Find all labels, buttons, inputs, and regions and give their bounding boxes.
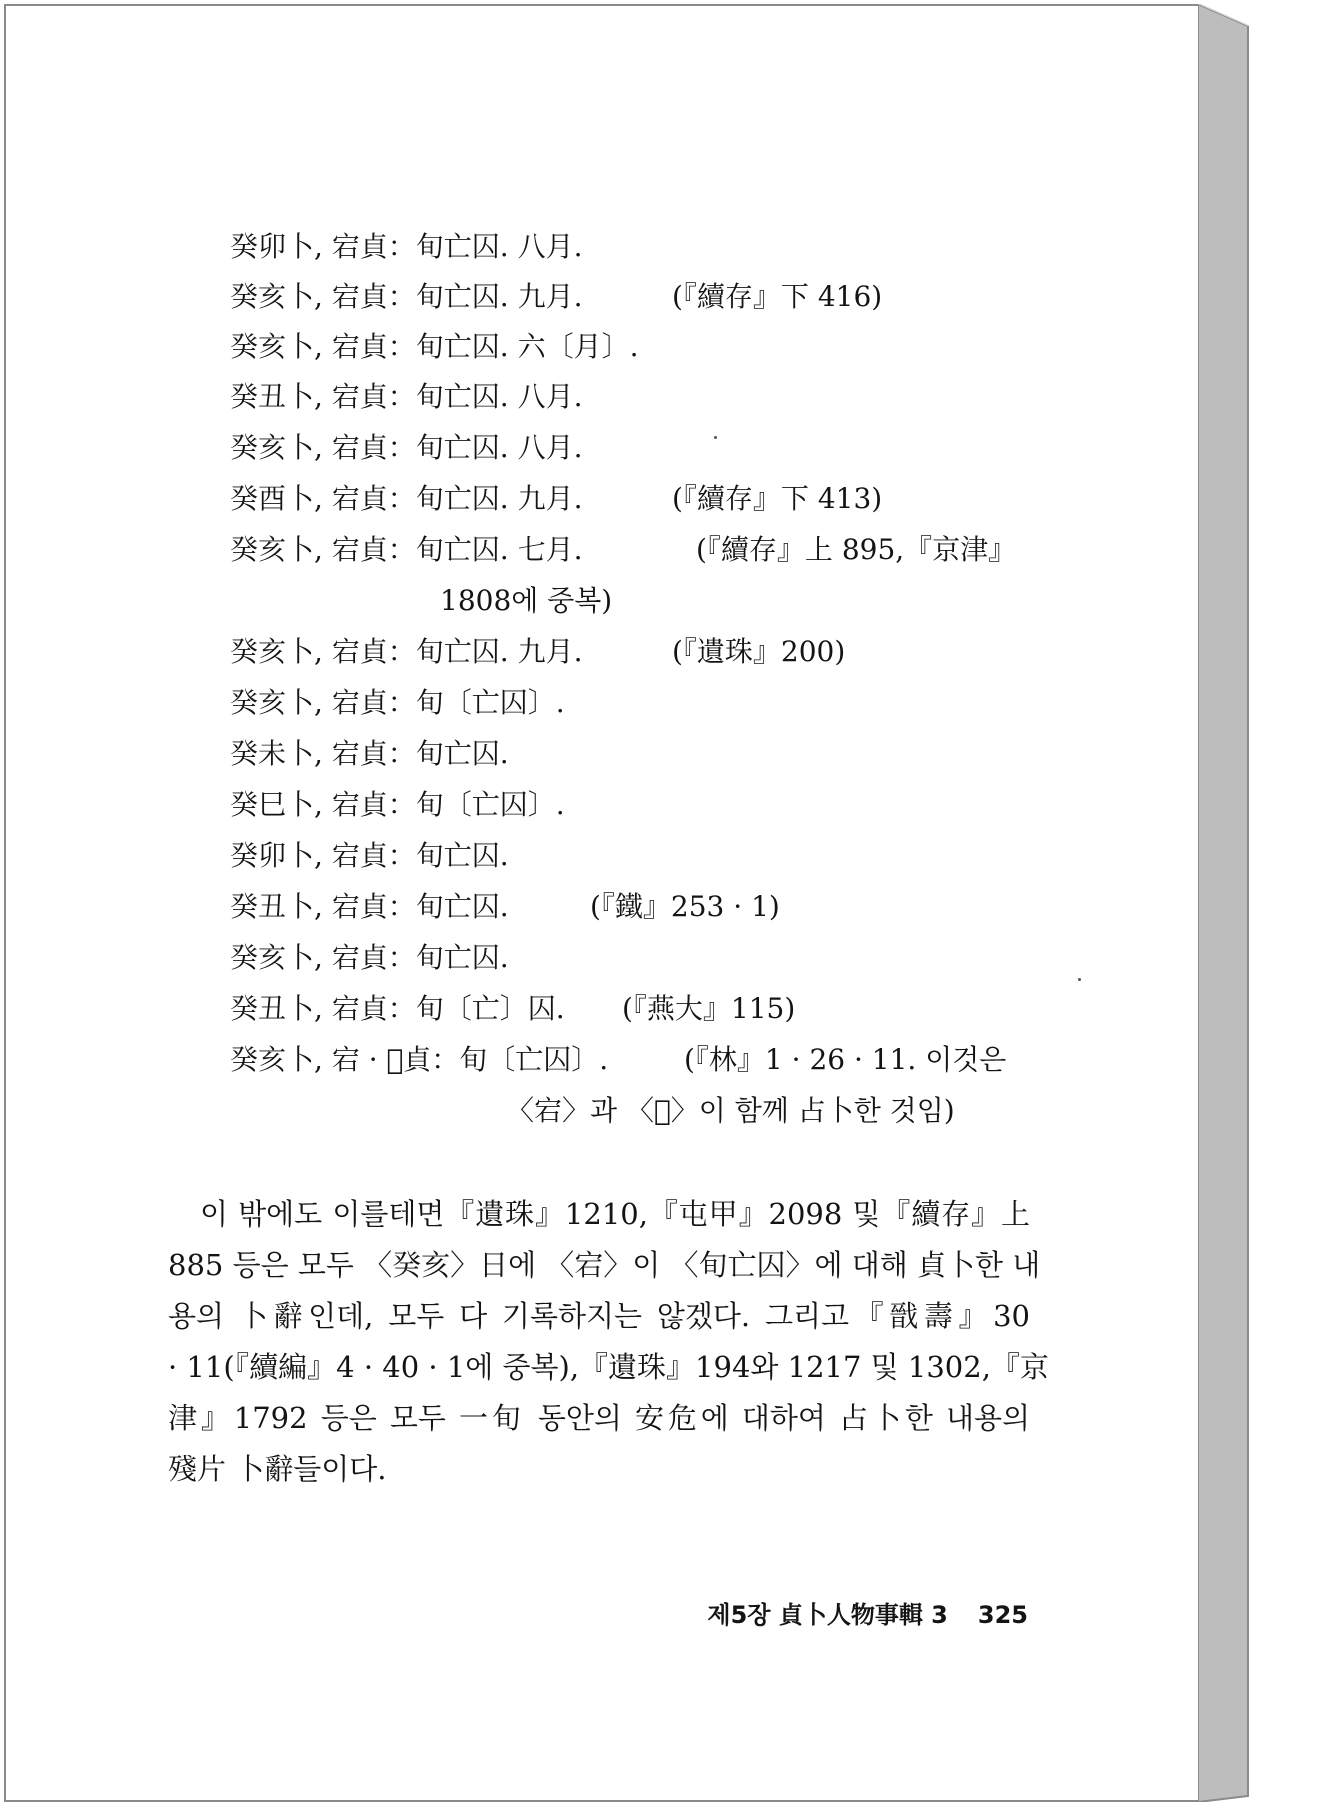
entry-line: [230, 222, 583, 272]
entry-text: 癸丑卜, 宕貞：旬亡囚.: [230, 890, 509, 923]
entry-line: [230, 1035, 1007, 1085]
entry-reference: (『續存』下 413): [672, 482, 883, 515]
entry-text: 癸亥卜, 宕貞：旬亡囚. 九月.: [230, 635, 583, 668]
paragraph-line: 용의 卜辭인데, 모두 다 기록하지는 않겠다. 그리고『戩壽』30: [168, 1299, 1030, 1333]
paragraph-line: 津』1792 등은 모두 一旬 동안의 安危에 대하여 占卜한 내용의: [168, 1401, 1030, 1435]
entry-text: 癸亥卜, 宕貞：旬亡囚. 六〔月〕.: [230, 330, 639, 363]
entry-line: [230, 831, 509, 881]
entry-text: 癸亥卜, 宕貞：旬亡囚.: [230, 941, 509, 974]
entry-line: [230, 933, 509, 983]
page-stack-edge: [1198, 4, 1254, 1802]
entry-continuation: 〈宕〉과 〈𦎫〉이 함께 占卜한 것임): [506, 1094, 955, 1127]
entry-line: [230, 984, 796, 1034]
entry-line: [230, 627, 846, 677]
page-number: 325: [977, 1601, 1028, 1629]
entry-line: [230, 678, 565, 728]
entry-line: [230, 729, 509, 779]
entry-reference: (『鐵』253 · 1): [590, 890, 780, 923]
entry-line: [230, 423, 583, 473]
entry-text: 癸丑卜, 宕貞：旬亡囚. 八月.: [230, 380, 583, 413]
paragraph-line: 殘片 卜辭들이다.: [168, 1452, 387, 1486]
entry-text: 癸亥卜, 宕貞：旬〔亡囚〕.: [230, 686, 565, 719]
paragraph-line: 885 등은 모두 〈癸亥〉日에 〈宕〉이 〈旬亡囚〉에 대해 貞卜한 내: [168, 1248, 1041, 1282]
entry-line: [230, 525, 1017, 575]
entry-text: 癸卯卜, 宕貞：旬亡囚. 八月.: [230, 230, 583, 263]
entry-line: [230, 322, 639, 372]
entry-line: [230, 372, 583, 422]
entry-continuation: 1808에 중복): [440, 584, 613, 617]
paragraph-line: 이 밖에도 이를테면『遺珠』1210,『屯甲』2098 및『續存』上: [200, 1197, 1030, 1231]
scan-speck: [1078, 978, 1081, 981]
entry-text: 癸亥卜, 宕貞：旬亡囚. 九月.: [230, 280, 583, 313]
entry-reference: (『續存』下 416): [672, 280, 883, 313]
page-footer: [707, 1590, 1028, 1640]
entry-line: [230, 780, 565, 830]
paragraph-line: · 11(『續編』4 · 40 · 1에 중복),『遺珠』194와 1217 및 1302,『京: [168, 1350, 1049, 1384]
entry-text: 癸丑卜, 宕貞：旬〔亡〕囚.: [230, 992, 565, 1025]
entry-reference: (『遺珠』200): [672, 635, 846, 668]
entry-text: 癸未卜, 宕貞：旬亡囚.: [230, 737, 509, 770]
entry-line: [230, 474, 883, 524]
entry-reference: (『林』1 · 26 · 11. 이것은: [684, 1043, 1007, 1076]
entry-reference: (『燕大』115): [622, 992, 796, 1025]
entry-line: [230, 272, 883, 322]
entry-text: 癸卯卜, 宕貞：旬亡囚.: [230, 839, 509, 872]
scan-speck: [714, 436, 717, 439]
entry-reference: (『續存』上 895,『京津』: [696, 533, 1017, 566]
entry-text: 癸亥卜, 宕貞：旬亡囚. 八月.: [230, 431, 583, 464]
entry-text: 癸巳卜, 宕貞：旬〔亡囚〕.: [230, 788, 565, 821]
entry-text: 癸酉卜, 宕貞：旬亡囚. 九月.: [230, 482, 583, 515]
entry-text: 癸亥卜, 宕貞：旬亡囚. 七月.: [230, 533, 583, 566]
entry-line: [230, 882, 780, 932]
entry-text: 癸亥卜, 宕 · 𦎫貞：旬〔亡囚〕.: [230, 1043, 609, 1076]
running-head: 제5장 貞卜人物事輯 3: [707, 1601, 948, 1629]
